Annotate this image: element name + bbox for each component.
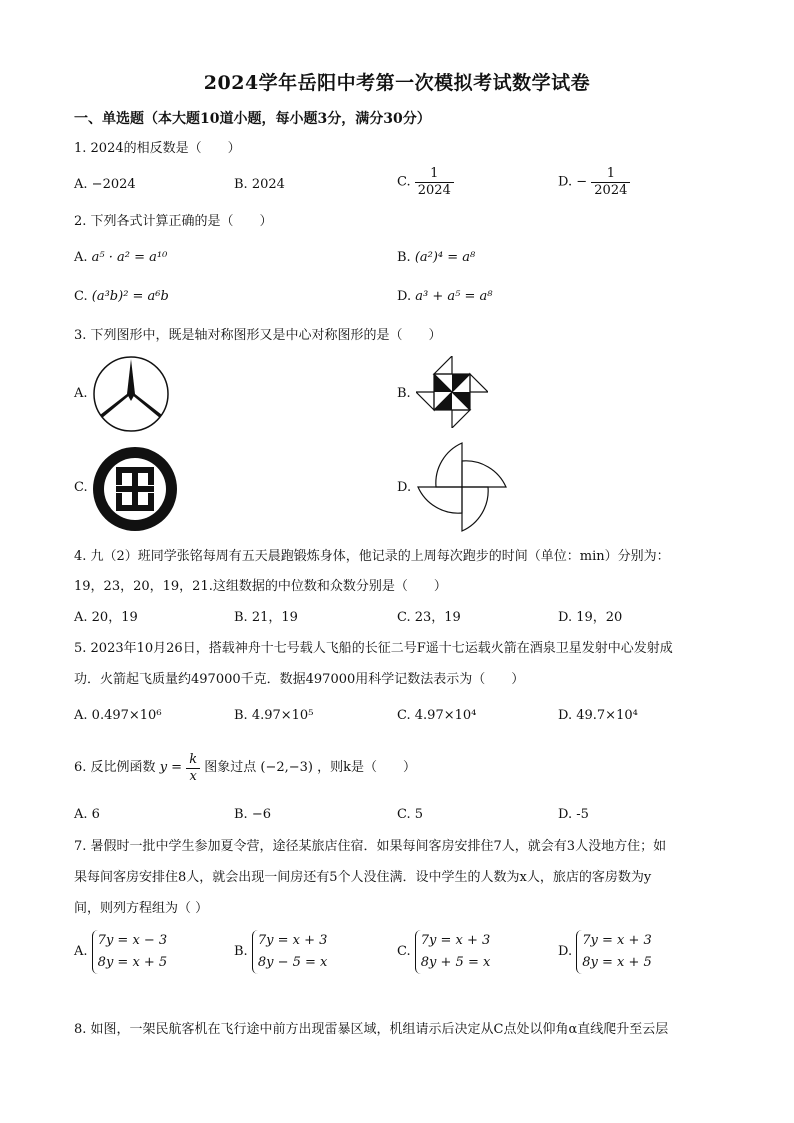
q3-option-b-label: B. — [397, 386, 411, 401]
q5-option-b-value: 4.97×10⁵ — [251, 708, 314, 723]
q3-option-d-label: D. — [397, 480, 412, 495]
q1-option-a-label: A. — [74, 177, 88, 192]
q6-option-b: B. −6 — [234, 807, 271, 822]
q1-option-a — [74, 176, 136, 194]
fraction-numerator: 1 — [415, 166, 454, 183]
question-1-stem: 1. 2024的相反数是（ ） — [74, 141, 241, 156]
q7-option-b-label: B. — [234, 944, 248, 959]
q7-option-d — [558, 930, 652, 974]
q7-option-a-label: A. — [74, 944, 88, 959]
equation-line: 7y = x − 3 — [97, 933, 168, 948]
equation-line: 8y = x + 5 — [97, 955, 168, 970]
q7-option-b — [234, 930, 327, 974]
question-4-line-2: 19，23，20，19，21.这组数据的中位数和众数分别是（ ） — [74, 579, 447, 594]
q5-option-a-label: A. — [74, 708, 88, 723]
equation-line: 8y + 5 = x — [420, 955, 491, 970]
equation-line: 8y − 5 = x — [257, 955, 328, 970]
q2-option-d-value: a³ + a⁵ = a⁸ — [415, 289, 493, 304]
question-5-line-1: 5. 2023年10月26日，搭载神舟十七号载人飞船的长征二号F遥十七运载火箭在酒泉卫星发射中心发射成 — [74, 641, 673, 656]
q2-option-c — [74, 288, 169, 306]
question-7-line-3: 间，则列方程组为（ ） — [74, 901, 209, 916]
q1-option-d — [558, 166, 630, 199]
q2-option-a-value: a⁵ · a² = a¹⁰ — [91, 250, 168, 265]
bank-logo-figure — [92, 446, 178, 532]
equation-line: 7y = x + 3 — [582, 933, 652, 948]
equation-line: 7y = x + 3 — [257, 933, 328, 948]
q5-option-c-value: 4.97×10⁴ — [414, 708, 477, 723]
q1-option-c — [397, 166, 454, 199]
q2-option-b — [397, 249, 475, 267]
question-6-stem — [74, 750, 416, 787]
fraction-numerator: 1 — [591, 166, 630, 183]
q4-option-c: C. 23，19 — [397, 610, 461, 625]
q6-middle: 图象过点 — [204, 760, 257, 775]
q3-option-c-label: C. — [74, 480, 88, 495]
q2-option-c-value: (a³b)² = a⁶b — [91, 289, 169, 304]
q4-option-b: B. 21，19 — [234, 610, 298, 625]
q2-option-d — [397, 288, 492, 306]
q7-option-b-system — [252, 930, 328, 974]
q1-option-d-fraction — [591, 166, 630, 199]
q2-option-b-label: B. — [397, 250, 411, 265]
q2-option-a — [74, 249, 167, 267]
q5-option-a — [74, 707, 162, 725]
q6-prefix: 6. 反比例函数 — [74, 760, 156, 775]
q3-option-a-label: A. — [74, 386, 88, 401]
q5-option-b — [234, 707, 313, 725]
pinwheel-triangles-figure — [416, 356, 488, 428]
q7-option-a — [74, 930, 167, 974]
q5-option-b-label: B. — [234, 708, 248, 723]
q1-option-d-sign: − — [576, 174, 588, 190]
fraction-numerator: k — [186, 752, 200, 769]
q5-option-a-value: 0.497×10⁶ — [91, 708, 162, 723]
fraction-denominator: x — [189, 768, 197, 784]
quarter-circle-pinwheel-figure — [416, 441, 508, 533]
q7-option-d-label: D. — [558, 944, 573, 959]
q2-option-b-value: (a²)⁴ = a⁸ — [414, 250, 476, 265]
q5-option-c-label: C. — [397, 708, 411, 723]
question-3-stem: 3. 下列图形中，既是轴对称图形又是中心对称图形的是（ ） — [74, 328, 442, 343]
q1-option-a-value: −2024 — [91, 177, 136, 192]
q1-option-b-value: 2024 — [251, 177, 285, 192]
page-title: 2024学年岳阳中考第一次模拟考试数学试卷 — [203, 72, 591, 94]
q1-option-d-label: D. — [558, 174, 573, 190]
q2-option-c-label: C. — [74, 289, 88, 304]
question-7-line-2: 果每间客房安排住8人，就会出现一间房还有5个人没住满．设中学生的人数为x人，旅店的客房数为y — [74, 870, 652, 885]
q6-point: (−2,−3) — [260, 760, 313, 775]
question-8-line-1: 8. 如图，一架民航客机在飞行途中前方出现雷暴区域，机组请示后决定从C点处以仰角α直线爬升至云层 — [74, 1022, 669, 1037]
q7-option-d-system — [576, 930, 652, 974]
q5-option-d-label: D. — [558, 708, 573, 723]
q6-option-a: A. 6 — [74, 807, 100, 822]
section-heading: 一、单选题（本大题10道小题，每小题3分，满分30分） — [74, 111, 431, 127]
q1-option-c-fraction — [415, 166, 454, 199]
question-4-line-1: 4. 九（2）班同学张铭每周有五天晨跑锻炼身体，他记录的上周每次跑步的时间（单位：min）分别为： — [74, 549, 670, 564]
q6-option-c: C. 5 — [397, 807, 424, 822]
q6-suffix: ，则k是（ ） — [317, 760, 417, 775]
question-5-line-2: 功．火箭起飞质量约497000千克．数据497000用科学记数法表示为（ ） — [74, 672, 525, 687]
q7-option-c — [397, 930, 490, 974]
question-2-stem: 2. 下列各式计算正确的是（ ） — [74, 214, 273, 229]
equation-line: 8y = x + 5 — [582, 955, 652, 970]
fraction-denominator: 2024 — [594, 183, 628, 198]
q7-option-c-system — [415, 930, 491, 974]
q5-option-d — [558, 707, 638, 725]
q7-option-a-system — [92, 930, 168, 974]
q6-fraction-k-over-x — [186, 752, 200, 785]
question-7-line-1: 7. 暑假时一批中学生参加夏令营，途径某旅店住宿．如果每间客房安排住7人，就会有3人没地方住；如 — [74, 839, 667, 854]
q5-option-d-value: 49.7×10⁴ — [576, 708, 638, 723]
q1-option-c-label: C. — [397, 174, 411, 190]
equation-line: 7y = x + 3 — [420, 933, 491, 948]
fraction-denominator: 2024 — [417, 183, 451, 198]
q7-option-c-label: C. — [397, 944, 411, 959]
q6-option-d: D. -5 — [558, 807, 589, 822]
q5-option-c — [397, 707, 476, 725]
q4-option-a: A. 20，19 — [74, 610, 138, 625]
q2-option-d-label: D. — [397, 289, 412, 304]
q1-option-b — [234, 176, 285, 194]
q4-option-d: D. 19，20 — [558, 610, 623, 625]
q6-y-equals: y = — [159, 760, 183, 775]
q2-option-a-label: A. — [74, 250, 88, 265]
q1-option-b-label: B. — [234, 177, 248, 192]
mercedes-star-figure — [92, 355, 170, 433]
